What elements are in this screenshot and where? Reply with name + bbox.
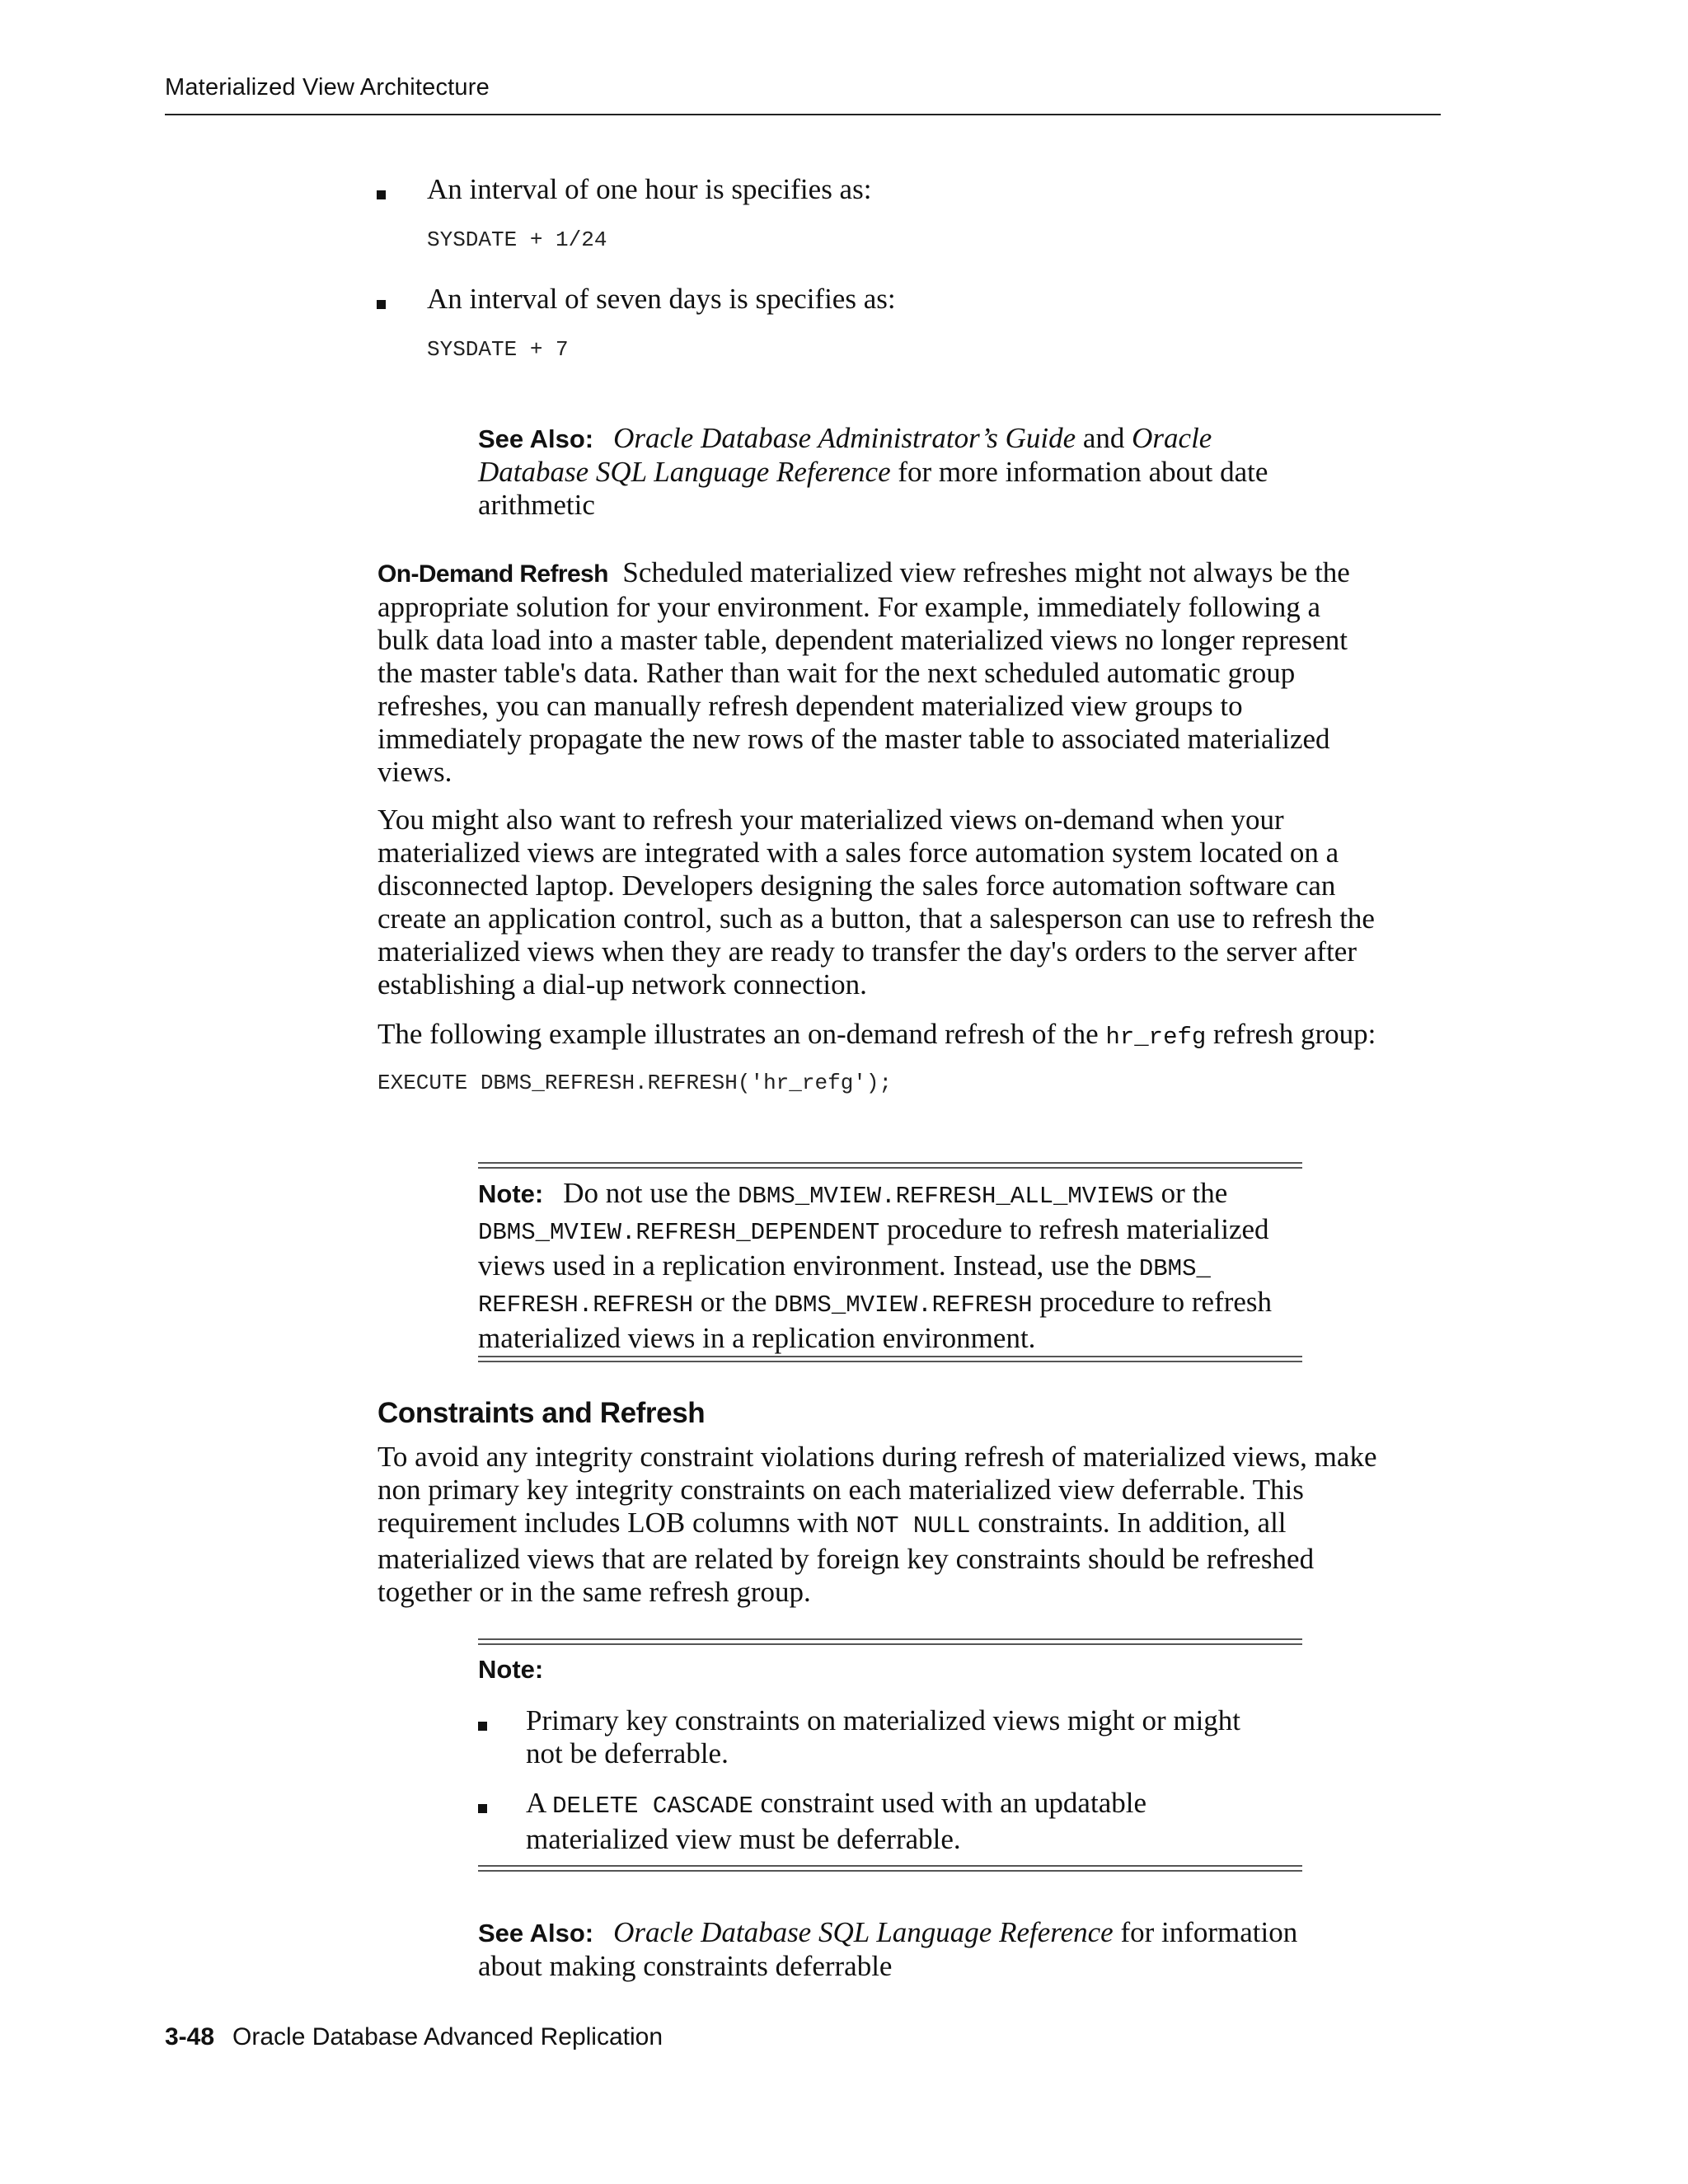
note-refresh-procedures: Note: Do not use the DBMS_MVIEW.REFRESH_ALL_MVIEWS or the DBMS_MVIEW.REFRESH_DEPENDENT procedure to refresh materialized views used in a replication environment. Instead, use the DBMS_ REFRESH.REFRESH or the DBMS_MVIEW.REFRESH procedure to refresh materialized views in a replication environment.: [478, 1177, 1273, 1354]
interval-week-code: SYSDATE + 7: [427, 337, 569, 362]
example-code: EXECUTE DBMS_REFRESH.REFRESH('hr_refg');: [377, 1071, 893, 1095]
inline-code: hr_refg: [1105, 1024, 1207, 1051]
book-title-sql-ref: Oracle: [1132, 422, 1212, 454]
book-title: Oracle Database Advanced Replication: [232, 2023, 663, 2050]
note-rule-bottom: [478, 1356, 1302, 1362]
on-demand-paragraph-1: On-Demand Refresh Scheduled materialized view refreshes might not always be the appropriate solution for your environment. For example, immediately following a bulk data load into a master table, dependent materialized views no longer represent the master table's data. Rather than wait for the next scheduled automatic group refreshes, you can manually refresh dependent materialized view groups to immediately propagate the new rows of the master table to associated materialized views.: [377, 556, 1350, 788]
see-also-label: See Also:: [478, 424, 594, 453]
on-demand-paragraph-2: You might also want to refresh your materialized views on-demand when your materialized views are integrated with a sales force automation system located on a disconnected laptop. Developers designing the sales force automation software can create an application control, such as a button, that a salesperson can use to refresh the materialized views when they are ready to transfer the day's orders to the server after establishing a dial-up network connection.: [377, 804, 1375, 1001]
see-also-deferrable: See Also: Oracle Database SQL Language Reference for information about making constraints deferrable: [478, 1916, 1298, 1982]
constraints-paragraph: To avoid any integrity constraint violations during refresh of materialized views, make non primary key integrity constraints on each materialized view deferrable. This requirement includes LOB columns with NOT NULL constraints. In addition, all materialized views that are related by foreign key constraints should be refreshed together or in the same refresh group.: [377, 1441, 1377, 1608]
book-title-admin-guide: Oracle Database Administrator’s Guide: [613, 422, 1076, 454]
note-rule-bottom: [478, 1865, 1302, 1872]
note-label: Note:: [478, 1655, 544, 1684]
note-item-primary-key: Primary key constraints on materialized views might or might not be deferrable.: [526, 1704, 1241, 1769]
on-demand-paragraph-3: The following example illustrates an on-demand refresh of the hr_refg refresh group:: [377, 1018, 1376, 1051]
note-deferrable: [478, 1653, 1302, 1686]
see-also-label: See Also:: [478, 1919, 594, 1947]
on-demand-heading: On-Demand Refresh: [377, 560, 608, 588]
bullet-icon: [478, 1722, 487, 1731]
book-title-sql-ref-cont: Database SQL Language Reference: [478, 456, 891, 488]
page-footer: [165, 2023, 663, 2051]
page-number: 3-48: [165, 2023, 215, 2050]
see-also-date-arithmetic: See Also: Oracle Database Administrator’s Guide and Oracle Database SQL Language Reference for more information about date arithmetic: [478, 422, 1268, 521]
interval-week-text: An interval of seven days is specifies as:: [427, 283, 896, 315]
bullet-icon: [377, 190, 386, 199]
interval-hour-code: SYSDATE + 1/24: [427, 227, 607, 252]
running-head: Materialized View Architecture: [165, 74, 490, 101]
note-label: Note:: [478, 1179, 544, 1208]
bullet-icon: [377, 300, 386, 309]
book-title-sql-ref: Oracle Database SQL Language Reference: [613, 1916, 1114, 1948]
note-item-delete-cascade: A DELETE CASCADE constraint used with an updatable materialized view must be deferrable.: [526, 1787, 1146, 1855]
interval-hour-text: An interval of one hour is specifies as:: [427, 173, 872, 205]
section-heading-constraints: Constraints and Refresh: [377, 1397, 706, 1429]
header-rule: [165, 114, 1441, 115]
bullet-icon: [478, 1804, 487, 1813]
note-rule-top: [478, 1162, 1302, 1169]
note-rule-top: [478, 1638, 1302, 1645]
